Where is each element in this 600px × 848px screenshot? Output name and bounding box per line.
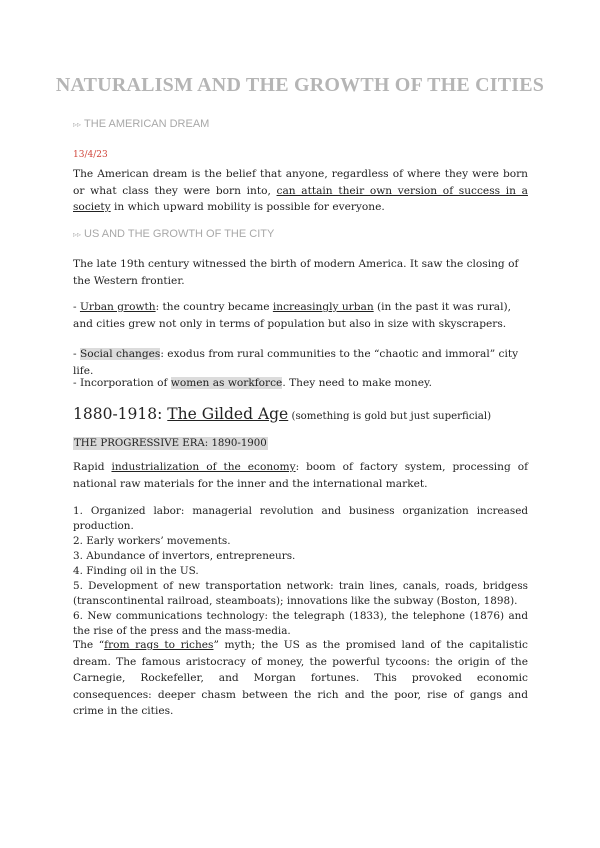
- list-item: 5. Development of new transportation network: train lines, canals, roads, bridgess (transcontinental railroad, steamboats); innovations like the subway (Boston, 1898).: [73, 580, 528, 607]
- gilded-age-name: The Gilded Age: [167, 405, 289, 423]
- list-item: 4. Finding oil in the US.: [73, 565, 199, 577]
- american-dream-paragraph: [73, 166, 528, 216]
- text-run: in which upward mobility is possible for everyone.: [110, 201, 385, 213]
- underlined-phrase: can attain their own version of success in a society: [73, 184, 528, 213]
- text-run: Rapid: [73, 461, 112, 473]
- underlined-phrase: increasingly urban: [272, 301, 374, 313]
- industrialization-paragraph: [73, 459, 528, 492]
- text-run: ” myth; the US as the promised land of the capitalistic dream. The famous aristocracy of money, the powerful tycoons: the origin of the Carnegie, Rockefeller, and Morgan fortunes. This provoked economic consequences: deeper chasm between the rich and the poor, rise of gangs and crime in the cities.: [73, 639, 528, 717]
- text-run: The American dream is the belief that anyone, regardless of where they were born or what class they were born into,: [73, 168, 528, 197]
- text-run: : boom of factory system, processing of national raw materials for the inner and the international market.: [73, 461, 529, 490]
- section-heading-text: US AND THE GROWTH OF THE CITY: [84, 228, 275, 240]
- text-run: The “: [73, 639, 105, 651]
- page-title: NATURALISM AND THE GROWTH OF THE CITIES: [55, 74, 545, 96]
- text-run: - Incorporation of: [73, 377, 171, 389]
- gilded-note: (something is gold but just superficial): [288, 411, 492, 422]
- list-item: 2. Early workers’ movements.: [73, 535, 231, 547]
- section-heading-american-dream: [73, 118, 209, 130]
- progressive-era-heading: THE PROGRESSIVE ERA: 1890-1900: [74, 438, 267, 449]
- underlined-phrase: industrialization of the economy: [111, 461, 296, 473]
- text-run: : exodus from rural communities to the “chaotic and immoral” city life.: [73, 348, 519, 377]
- section-heading-us-growth: [73, 228, 274, 240]
- list-item: 3. Abundance of invertors, entrepreneurs.: [73, 550, 296, 562]
- text-run: : the country became: [155, 301, 273, 313]
- list-item: 1. Organized labor: managerial revolution and business organization increased production.: [73, 505, 528, 532]
- text-run: -: [73, 348, 80, 360]
- text-run: . They need to make money.: [282, 377, 432, 389]
- rags-to-riches-paragraph: [73, 637, 528, 720]
- gilded-years: 1880-1918:: [73, 405, 168, 423]
- highlighted-label: women as workforce: [170, 377, 283, 389]
- date-label: 13/4/23: [73, 150, 108, 160]
- text-run: -: [73, 301, 80, 313]
- arrow-icon: ▹▹: [73, 120, 82, 129]
- underlined-phrase: from rags to riches: [104, 639, 214, 651]
- arrow-icon: ▹▹: [73, 230, 82, 239]
- urban-growth-label: Urban growth: [79, 301, 156, 313]
- list-item: 6. New communications technology: the telegraph (1833), the telephone (1876) and the rise of the press and the mass-media.: [73, 610, 528, 637]
- urban-growth-paragraph: [73, 299, 528, 332]
- late-19th-paragraph: The late 19th century witnessed the birth of modern America. It saw the closing of the Western frontier.: [73, 258, 519, 287]
- highlighted-label: Social changes: [79, 348, 161, 360]
- text-run: (in the past it was rural), and cities grew not only in terms of population but also in size with skyscrapers.: [73, 301, 511, 330]
- section-heading-text: THE AMERICAN DREAM: [84, 118, 210, 130]
- women-workforce-paragraph: [73, 375, 528, 392]
- gilded-age-heading: [73, 405, 491, 423]
- numbered-list: [73, 504, 528, 639]
